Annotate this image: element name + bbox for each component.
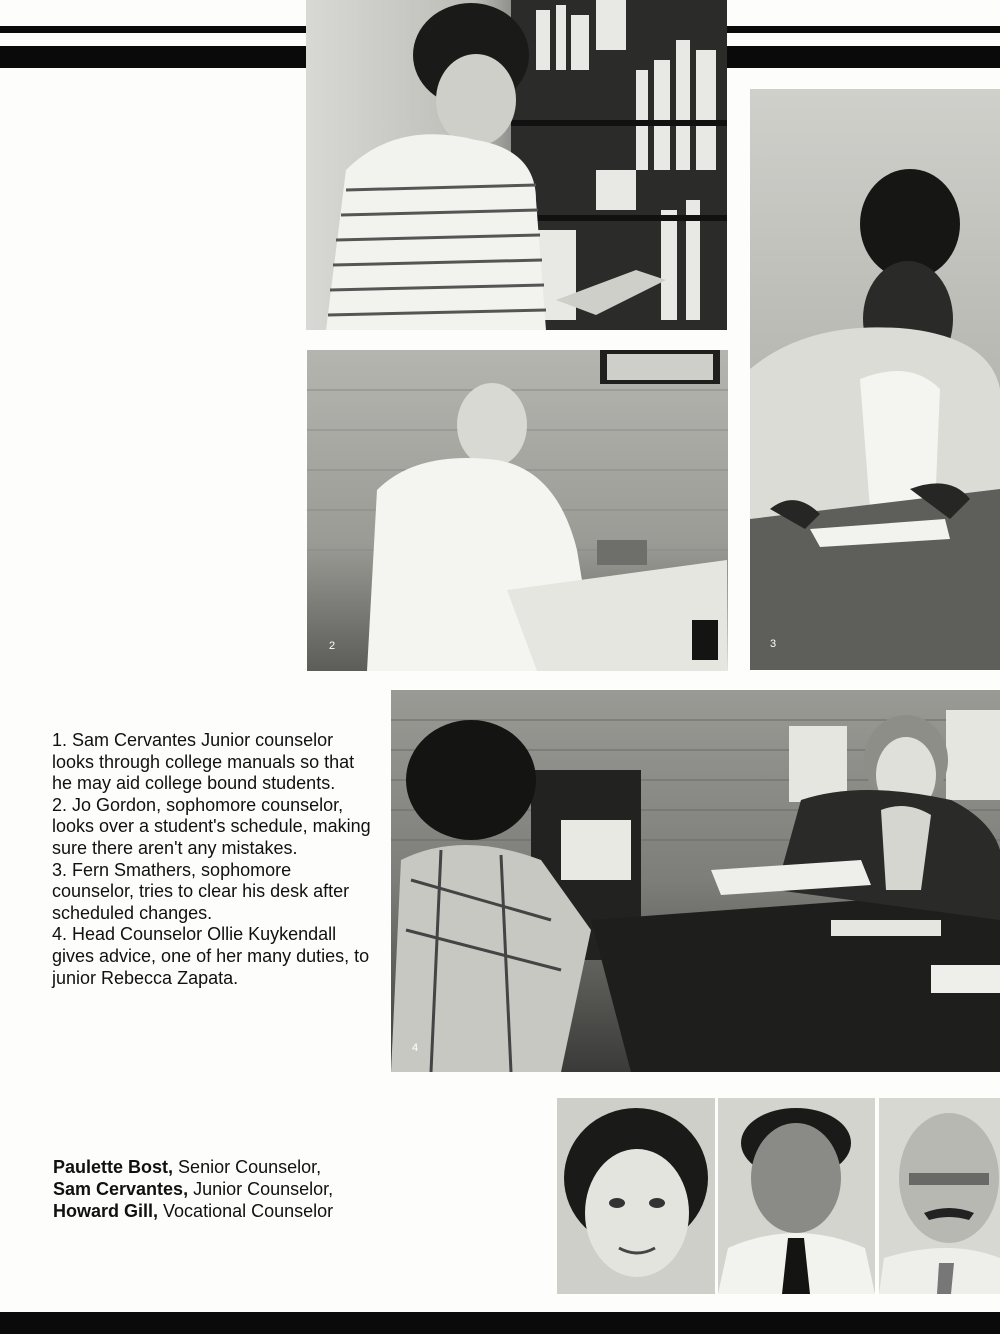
- staff-title: Vocational Counselor: [163, 1201, 334, 1221]
- portrait-sam-cervantes: [718, 1098, 875, 1294]
- photo-1-library: [306, 0, 727, 330]
- photo-3-woman-writing: [750, 89, 1000, 670]
- portrait-1-drawing: [557, 1098, 715, 1294]
- top-stripe-thick-left: [0, 46, 306, 68]
- top-stripe-thin-right: [727, 26, 1000, 33]
- photo-2-drawing: [307, 350, 728, 671]
- photo-4-counseling-session: [391, 690, 1000, 1072]
- staff-entry: [53, 1156, 393, 1178]
- photo-4-number: 4: [412, 1042, 419, 1054]
- staff-list: [53, 1156, 393, 1222]
- staff-title: Senior Counselor,: [178, 1157, 322, 1177]
- caption-4: 4. Head Counselor Ollie Kuykendall gives advice, one of her many duties, to junior Rebecca Zapata.: [52, 924, 370, 988]
- portrait-paulette-bost: [557, 1098, 715, 1294]
- bottom-stripe: [0, 1312, 1000, 1334]
- photo-1-drawing: [306, 0, 727, 330]
- top-stripe-thin-left: [0, 26, 306, 33]
- portrait-3-drawing: [879, 1098, 1000, 1294]
- caption-1: 1. Sam Cervantes Junior counselor looks through college manuals so that he may aid college bound students.: [52, 730, 355, 794]
- top-stripe-thick-right: [727, 46, 1000, 68]
- staff-entry: [53, 1200, 393, 1222]
- photo-3-drawing: [750, 89, 1000, 670]
- staff-entry: [53, 1178, 393, 1200]
- portrait-2-drawing: [718, 1098, 875, 1294]
- photo-3-number: 3: [770, 638, 777, 650]
- staff-name: Paulette Bost,: [53, 1157, 174, 1177]
- photo-2-number: 2: [329, 640, 336, 652]
- staff-name: Sam Cervantes,: [53, 1179, 189, 1199]
- caption-2: 2. Jo Gordon, sophomore counselor, looks over a student's schedule, making sure there aren't any mistakes.: [52, 794, 371, 858]
- photo-captions: [52, 730, 372, 989]
- photo-4-drawing: [391, 690, 1000, 1072]
- staff-title: Junior Counselor,: [193, 1179, 334, 1199]
- caption-3: 3. Fern Smathers, sophomore counselor, tries to clear his desk after scheduled changes.: [52, 859, 350, 923]
- staff-name: Howard Gill,: [53, 1201, 159, 1221]
- photo-2-desk-writing: [307, 350, 728, 671]
- portrait-howard-gill: [879, 1098, 1000, 1294]
